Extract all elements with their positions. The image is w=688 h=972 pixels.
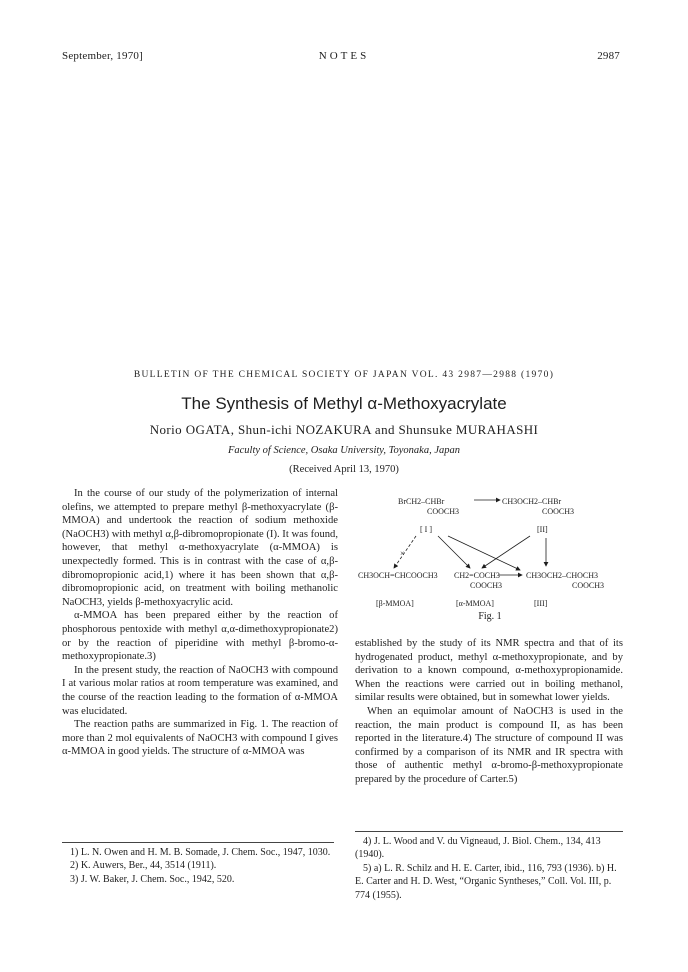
received-date: (Received April 13, 1970): [289, 464, 399, 475]
label-beta-MMOA: [β-MMOA]: [376, 599, 414, 608]
compound-beta-MMOA-formula: CH3OCH=CHCOOCH3: [358, 571, 438, 580]
reaction-scheme-diagram: [350, 488, 630, 612]
body-text-right-column: [355, 637, 623, 787]
label-alpha-MMOA: [α-MMOA]: [456, 599, 494, 608]
compound-alpha-MMOA-ester-group: COOCH3: [470, 581, 503, 590]
compound-I-ester-group: COOCH3: [427, 507, 460, 516]
compound-III-formula: CH3OCH2–CHOCH3: [526, 571, 599, 580]
blocked-path-arrow: [394, 536, 416, 568]
compound-I-formula: BrCH2–CHBr: [398, 497, 445, 506]
footnote-divider: [62, 842, 334, 843]
arrow-I-to-alpha: [438, 536, 470, 568]
paragraph: The reaction paths are summarized in Fig. 1. The reaction of more than 2 mol equivalents of NaOCH3 with compound I gives α-MMOA in good yields. The structure of α-MMOA was: [62, 719, 338, 758]
cross-mark: ×: [400, 549, 405, 558]
label-compound-II: [II]: [537, 525, 548, 534]
paragraph: α-MMOA has been prepared either by the reaction of phosphorous pentoxide with methyl α,α-dimethoxypropionate2) or by the reaction of piperidine with methyl β-bromo-α-methoxypropionate.3): [62, 610, 338, 663]
label-compound-III: [III]: [534, 599, 548, 608]
running-header-section: NOTES: [318, 50, 370, 62]
compound-III-ester-group: COOCH3: [572, 581, 605, 590]
footnote-divider: [355, 831, 623, 832]
label-compound-I: [ I ]: [420, 525, 432, 534]
footnote: 5) a) L. R. Schilz and H. E. Carter, ibid., 116, 793 (1936). b) H. E. Carter and H. D. West, “Organic Syntheses,” Coll. Vol. III, p. 774 (1955).: [355, 862, 617, 901]
compound-II-ester-group: COOCH3: [542, 507, 575, 516]
paragraph: When an equimolar amount of NaOCH3 is used in the reaction, the main product is compound II, as has been reported in the literature.4) The structure of compound II was confirmed by a comparison of its NMR and IR spectra with those of authentic methyl α-bromo-β-methoxypropionate prepared by the procedure of Carter.5): [355, 705, 623, 785]
footnotes-right: [355, 835, 623, 902]
body-text-left-column: [62, 487, 338, 759]
footnotes-left: [62, 846, 332, 886]
paragraph: In the present study, the reaction of NaOCH3 with compound I at various molar ratios at room temperature was examined, and the course of the reaction leading to the formation of α-MMOA was elucidated.: [62, 664, 338, 717]
footnote: 4) J. L. Wood and V. du Vigneaud, J. Biol. Chem., 134, 413 (1940).: [355, 836, 601, 861]
footnote: 2) K. Auwers, Ber., 44, 3514 (1911).: [70, 860, 217, 872]
compound-II-formula: CH3OCH2–CHBr: [502, 497, 562, 506]
article-title: The Synthesis of Methyl α-Methoxyacrylate: [181, 394, 507, 413]
footnote: 3) J. W. Baker, J. Chem. Soc., 1942, 520.: [70, 873, 235, 885]
paragraph: In the course of our study of the polymerization of internal olefins, we attempted to prepare methyl β-methoxyacrylate (β-MMOA) and undertook the reaction of sodium methoxide (NaOCH3) with methyl α,β-dibromopropionate (I). It was found, however, that methyl α-methoxyacrylate (α-MMOA) is unexpectedly formed. This is in contrast with the case of α,β-dibromopropionic acid,1) where it has been shown that α,β-dibromopropionic acid, on treatment with boiling methanolic NaOCH3, yields β-methoxyacrylic acid.: [62, 488, 338, 608]
author-affiliation: Faculty of Science, Osaka University, Toyonaka, Japan: [227, 445, 460, 456]
arrow-I-to-III: [448, 536, 520, 570]
running-header-date: September, 1970]: [62, 50, 143, 62]
footnote: 1) L. N. Owen and H. M. B. Somade, J. Chem. Soc., 1947, 1030.: [70, 847, 331, 858]
compound-alpha-MMOA-formula: CH2=COCH3: [454, 571, 500, 580]
article-authors: Norio OGATA, Shun-ichi NOZAKURA and Shunsuke MURAHASHI: [149, 422, 539, 437]
paragraph: established by the study of its NMR spectra and that of its hydrogenated product, methyl α-methoxypropionate, and by derivation to a known compound, α-methoxypropionamide. When the reactions were carried out in boiling methanol, similar results were obtained, but in somewhat lower yields.: [355, 638, 623, 704]
figure-caption: Fig. 1: [478, 611, 502, 622]
journal-citation-line: BULLETIN OF THE CHEMICAL SOCIETY OF JAPAN VOL. 43 2987—2988 (1970): [133, 370, 555, 380]
running-header-page-number: 2987: [597, 50, 620, 62]
